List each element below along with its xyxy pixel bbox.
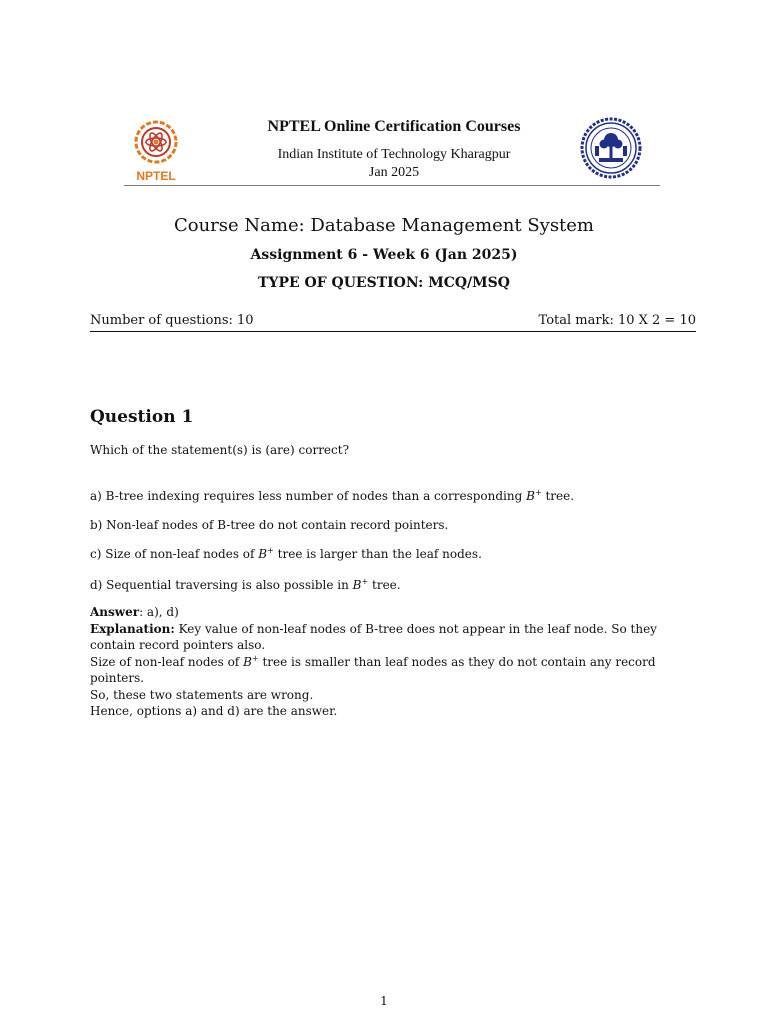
header-divider: [124, 185, 660, 186]
option-d-suffix: tree.: [372, 578, 401, 592]
document-header: [124, 112, 660, 187]
iit-kharagpur-seal-icon: [580, 114, 642, 184]
course-name: Course Name: Database Management System: [173, 215, 595, 236]
answer-block: [90, 604, 700, 720]
header-date: Jan 2025: [368, 165, 420, 180]
option-a-suffix: tree.: [545, 489, 575, 503]
nptel-logo-icon: [124, 114, 188, 184]
option-b: [90, 518, 448, 532]
bplus-symbol: B+: [526, 488, 542, 503]
answer-value: : a), d): [139, 605, 179, 619]
explanation-label: Explanation:: [90, 621, 175, 636]
option-d: [90, 578, 401, 592]
answer-line: [90, 604, 700, 621]
bplus-symbol: B+: [352, 577, 369, 592]
question-type: TYPE OF QUESTION: MCQ/MSQ: [258, 275, 510, 291]
explanation-line-2: Size of non-leaf nodes of B+ tree is smaller than leaf nodes as they do not contain any record pointers.: [90, 653, 656, 685]
explanation-line-3: So, these two statements are wrong.: [90, 687, 314, 702]
option-c-suffix: tree is larger than the leaf nodes.: [277, 547, 482, 561]
assignment-title: Assignment 6 - Week 6 (Jan 2025): [250, 247, 518, 263]
question-text: Which of the statement(s) is (are) correct?: [90, 443, 350, 457]
page-number: 1: [380, 994, 388, 1008]
nptel-logo-text: NPTEL: [136, 169, 176, 183]
question-heading: Question 1: [90, 407, 194, 427]
answer-label: Answer: [90, 605, 140, 619]
total-mark: Total mark: 10 X 2 = 10: [538, 313, 696, 328]
bplus-symbol: B+: [243, 653, 259, 669]
option-a-text: a) B-tree indexing requires less number of nodes than a corresponding: [90, 489, 523, 503]
option-c: [90, 547, 482, 561]
header-institute: Indian Institute of Technology Kharagpur: [277, 147, 511, 162]
option-d-text: d) Sequential traversing is also possible in: [90, 578, 349, 592]
number-of-questions: Number of questions: 10: [90, 313, 254, 328]
question-summary-bar: [90, 313, 696, 332]
option-b-text: b) Non-leaf nodes of B-tree do not contain record pointers.: [90, 518, 449, 532]
header-title: NPTEL Online Certification Courses: [267, 118, 521, 135]
bplus-symbol: B+: [258, 546, 274, 561]
explanation-line-4: Hence, options a) and d) are the answer.: [90, 704, 338, 718]
option-c-text: c) Size of non-leaf nodes of: [90, 547, 255, 561]
option-a: [90, 489, 574, 503]
explanation-line-1: Explanation: Key value of non-leaf nodes of B-tree does not appear in the leaf node. So they contain record pointers also.: [90, 621, 657, 652]
